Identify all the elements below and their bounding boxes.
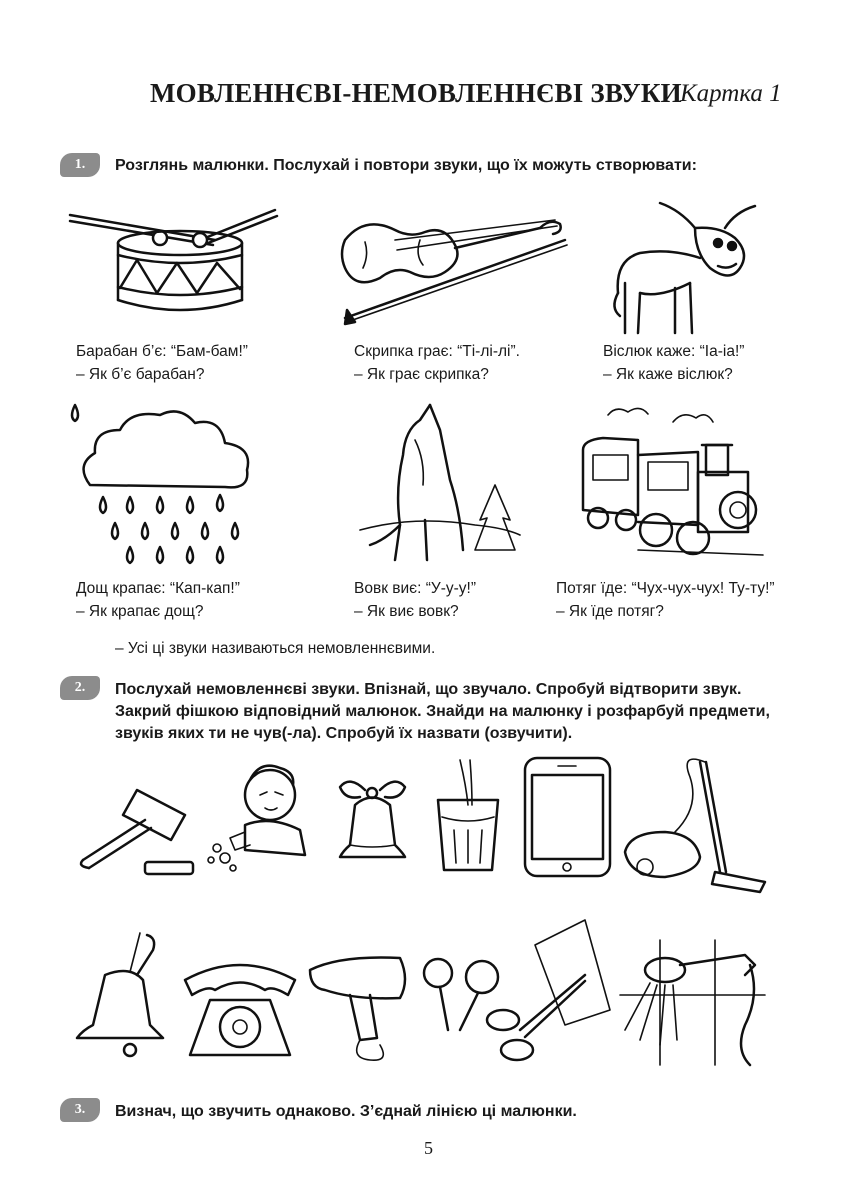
- caption-donkey: Віслюк каже: “Іа-іа!” – Як каже віслюк?: [603, 343, 745, 383]
- train-icon: [578, 400, 768, 568]
- caption-violin: Скрипка грає: “Ті-лі-лі”. – Як грає скрипка?: [354, 343, 520, 383]
- gavel-icon: [75, 780, 195, 880]
- rain-cloud-icon: [75, 405, 255, 570]
- caption-wolf: Вовк виє: “У-у-у!” – Як виє вовк?: [354, 580, 476, 620]
- glass-icon: [430, 755, 505, 875]
- sneezing-boy-icon: [205, 760, 325, 885]
- donkey-icon: [600, 198, 760, 338]
- handbell-icon: [75, 930, 165, 1065]
- task-2-badge: 2.: [60, 676, 100, 700]
- wolf-icon: [355, 400, 525, 565]
- task-1-badge: 1.: [60, 153, 100, 177]
- shower-icon: [615, 935, 770, 1070]
- task-1-text: Розглянь малюнки. Послухай і повтори звуки, що їх можуть створювати:: [115, 157, 697, 174]
- card-label: Картка 1: [680, 80, 782, 107]
- smartphone-icon: [520, 755, 615, 880]
- telephone-icon: [180, 955, 300, 1065]
- task-3-text: Визнач, що звучить однаково. З’єднай лінією ці малюнки.: [115, 1103, 577, 1120]
- violin-icon: [335, 210, 570, 325]
- page-number: 5: [424, 1138, 433, 1158]
- scissors-paper-icon: [485, 915, 615, 1075]
- drum-icon: [65, 205, 280, 325]
- caption-rain: Дощ крапає: “Кап-кап!” – Як крапає дощ?: [76, 580, 240, 620]
- hair-dryer-icon: [305, 950, 410, 1065]
- task-1-note: – Усі ці звуки називаються немовленнєвими.: [115, 640, 436, 657]
- vacuum-cleaner-icon: [620, 752, 770, 897]
- task-3-badge: 3.: [60, 1098, 100, 1122]
- bell-icon: [335, 775, 410, 865]
- page-title: МОВЛЕННЄВІ-НЕМОВЛЕННЄВІ ЗВУКИ: [150, 78, 682, 108]
- caption-train: Потяг їде: “Чух-чух-чух! Ту-ту!” – Як їде потяг?: [556, 580, 775, 620]
- caption-drum: Барабан б’є: “Бам-бам!” – Як б’є барабан?: [76, 343, 248, 383]
- task-2-text: Послухай немовленнєві звуки. Впізнай, що звучало. Спробуй відтворити звук. Закрий фішкою відповідний малюнок. Знайди на малюнку і розфарбуй предмети, звуків яких ти не чув(-ла). Спробуй їх назвати (озвучити).: [115, 681, 770, 742]
